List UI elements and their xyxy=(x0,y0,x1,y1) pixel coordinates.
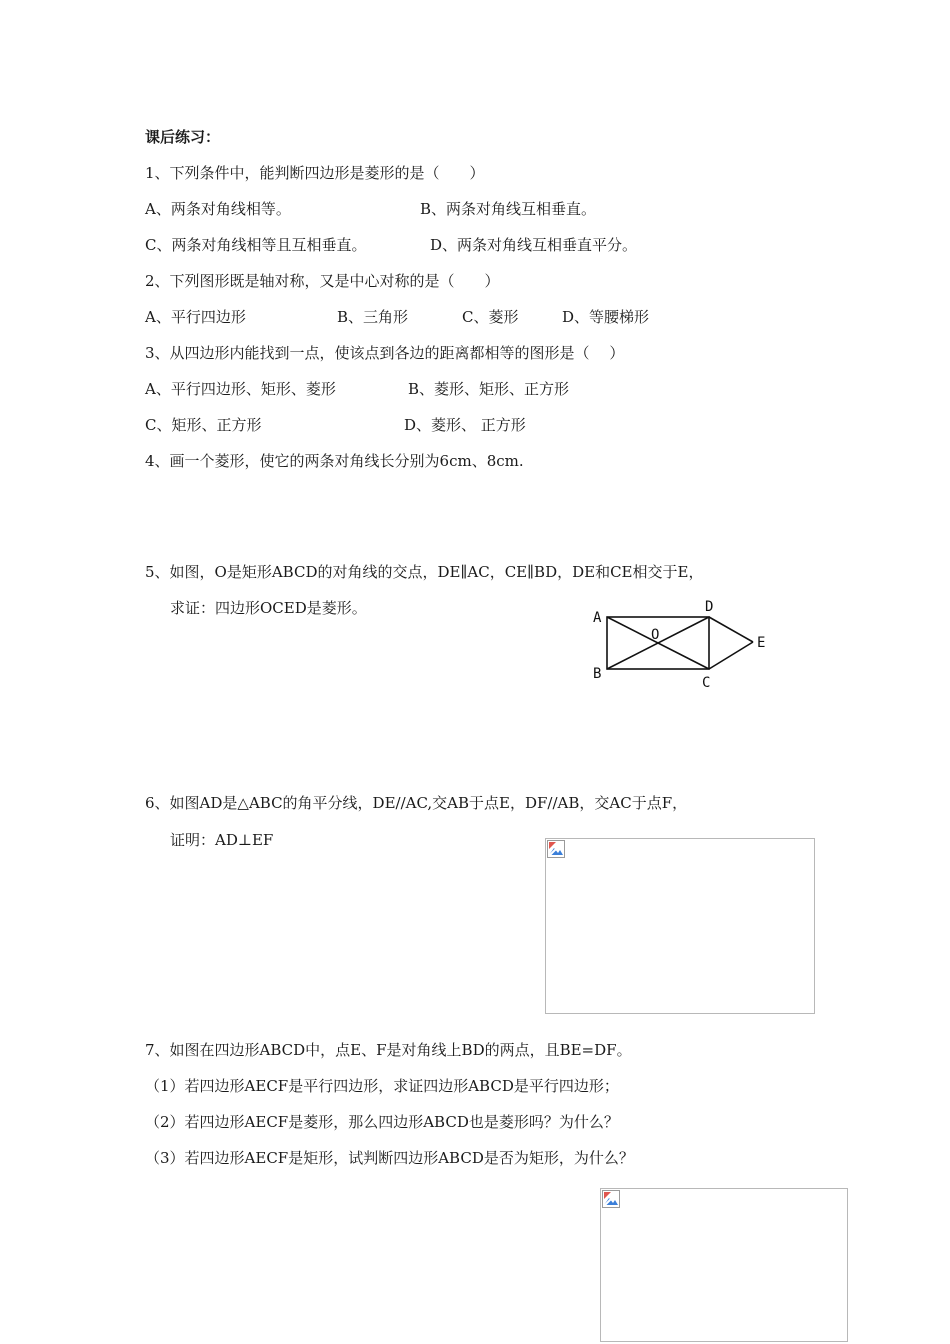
label-e: E xyxy=(757,635,766,651)
q1-stem: 1、下列条件中，能判断四边形是菱形的是（ ） xyxy=(145,164,485,182)
q7-part-2: （2）若四边形AECF是菱形，那么四边形ABCD也是菱形吗？为什么？ xyxy=(145,1113,619,1131)
q2-option-b: B、三角形 xyxy=(337,308,409,326)
label-b: B xyxy=(593,666,602,682)
q2-option-c: C、菱形 xyxy=(462,308,519,326)
q3-stem: 3、从四边形内能找到一点，使该点到各边的距离都相等的图形是（ ） xyxy=(145,344,625,362)
q7-stem: 7、如图在四边形ABCD中，点E、F是对角线上BD的两点，且BE=DF。 xyxy=(145,1041,632,1059)
q3-option-a: A、平行四边形、矩形、菱形 xyxy=(145,380,336,398)
q3-option-c: C、矩形、正方形 xyxy=(145,416,262,434)
q1-option-b: B、两条对角线互相垂直。 xyxy=(420,200,597,218)
q6-proof: 证明：AD⊥EF xyxy=(170,831,274,849)
q7-part-1: （1）若四边形AECF是平行四边形，求证四边形ABCD是平行四边形； xyxy=(145,1077,619,1095)
label-c: C xyxy=(702,675,711,691)
q5-stem: 5、如图，O是矩形ABCD的对角线的交点，DE∥AC，CE∥BD，DE和CE相交于E， xyxy=(145,563,704,581)
segment-ce xyxy=(709,642,753,669)
q6-figure-placeholder xyxy=(545,838,815,1014)
q3-option-b: B、菱形、矩形、正方形 xyxy=(408,380,570,398)
broken-image-icon xyxy=(602,1190,620,1208)
q6-stem: 6、如图AD是△ABC的角平分线，DE//AC,交AB于点E，DF//AB，交AC于点F， xyxy=(145,794,688,812)
label-a: A xyxy=(593,610,602,626)
q7-part-3: （3）若四边形AECF是矩形，试判断四边形ABCD是否为矩形，为什么？ xyxy=(145,1149,634,1167)
q2-option-d: D、等腰梯形 xyxy=(562,308,650,326)
segment-de xyxy=(709,617,753,642)
q4-stem: 4、画一个菱形，使它的两条对角线长分别为6cm、8cm. xyxy=(145,452,524,470)
q3-option-d: D、菱形、 正方形 xyxy=(404,416,526,434)
q7-figure-placeholder xyxy=(600,1188,848,1342)
label-d: D xyxy=(705,599,714,615)
q5-figure xyxy=(585,595,785,695)
q2-stem: 2、下列图形既是轴对称，又是中心对称的是（ ） xyxy=(145,272,500,290)
q1-option-c: C、两条对角线相等且互相垂直。 xyxy=(145,236,367,254)
heading: 课后练习： xyxy=(145,128,221,146)
q1-option-d: D、两条对角线互相垂直平分。 xyxy=(430,236,638,254)
broken-image-icon xyxy=(547,840,565,858)
label-o: O xyxy=(651,627,660,643)
q5-proof: 求证：四边形OCED是菱形。 xyxy=(170,599,367,617)
q2-option-a: A、平行四边形 xyxy=(145,308,246,326)
q1-option-a: A、两条对角线相等。 xyxy=(145,200,291,218)
